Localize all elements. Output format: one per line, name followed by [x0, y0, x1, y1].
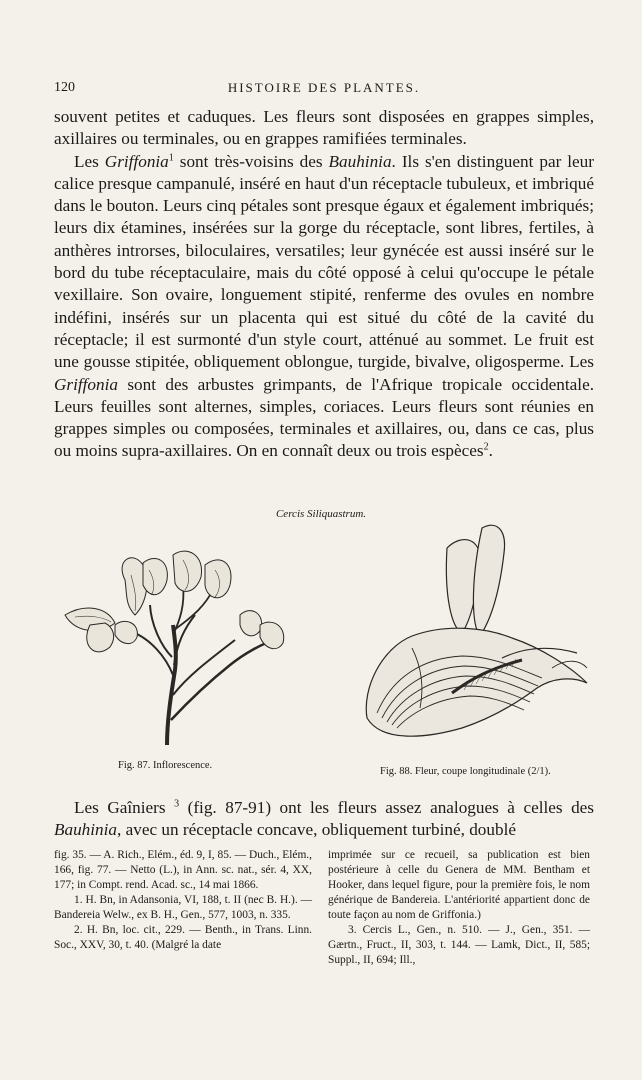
- paragraph-1: souvent petites et caduques. Les fleurs sont disposées en grappes simples, axillaires ou terminales, ou en grappes ramifiées terminales.: [54, 107, 594, 149]
- main-text-upper: [54, 106, 594, 463]
- footnote: 2. H. Bn, loc. cit., 229. — Benth., in Trans. Linn. Soc., XXV, 30, t. 40. (Malgré la date: [54, 924, 312, 951]
- paragraph-2: Les Griffonia$^1$ sont très-voisins des Bauhinia. Ils s'en distinguent par leur calice presque campanulé, inséré en haut d'un réceptacle tubuleux, et imbriqué dans le bouton. Leurs cinq pétales sont presque égaux et également imbriqués; leurs dix étamines, insérées sur la gorge du réceptacle, sont libres, fertiles, à anthères introrses, biloculaires, versatiles; leur gynécée est aussi inséré sur le bord du tube réceptaculaire, mais du côté opposé à celui qu'occupe le pétale vexillaire. Son ovaire, longuement stipité, renferme des ovules en nombre indéfini, insérés sur un placenta qui est situé du côté de la cavité du réceptacle; il est surmonté d'un style court, atténué au sommet. Le fruit est une gousse stipitée, obliquement oblongue, turgide, bivalve, oligosperme. Les Griffonia sont des arbustes grimpants, de l'Afrique tropicale occidentale. Leurs feuilles sont alternes, simples, coriaces. Leurs fleurs sont réunies en grappes simples ou composées, terminales et axillaires, ou, dans ce cas, plus ou moins supra-axillaires. On en connaît deux ou trois espèces$^2$.: [54, 151, 594, 461]
- fig88-caption: Fig. 88. Fleur, coupe longitudinale (2/1).: [380, 766, 551, 777]
- footnotes-right-column: [328, 848, 590, 968]
- genus-griffonia: Griffonia: [104, 151, 169, 171]
- footnote: 3. Cercis L., Gen., n. 510. — J., Gen., 351. — Gærtn., Fruct., II, 303, t. 144. — Lamk, Dict., II, 585; Suppl., II, 694; Ill.,: [328, 924, 590, 966]
- genus-bauhinia: Bauhinia: [328, 151, 392, 171]
- page-number: 120: [54, 80, 75, 95]
- fig87-caption: Fig. 87. Inflorescence.: [118, 760, 213, 771]
- inflorescence-illustration: [55, 545, 305, 755]
- figure-title: Cercis Siliquastrum.: [275, 508, 367, 520]
- footnote: fig. 35. — A. Rich., Elém., éd. 9, I, 85. — Duch., Elém., 166, fig. 77. — Netto (L.), in Ann. sc. nat., sér. 4, XX, 177; in Compt. rend. Acad. sc., 14 mai 1866.: [54, 849, 312, 891]
- footnote-ref-3: 3: [174, 798, 180, 810]
- page-header: [54, 80, 594, 98]
- genus-griffonia: Griffonia: [54, 374, 118, 394]
- footnote: imprimée sur ce recueil, sa publication est bien postérieure à celle du Genera de MM. Bentham et Hooker, dans lequel figure, pour la première fois, le nom générique de Bandereia. L'antériorité appartient donc de toute façon au nom de Griffonia.): [328, 849, 590, 921]
- main-text-lower: [54, 797, 594, 842]
- footnotes-left-column: [54, 848, 312, 953]
- footnote-ref-2: 2: [483, 441, 489, 453]
- paragraph-3: Les Gaîniers $^3$ (fig. 87-91) ont les fleurs assez analogues à celles des Bauhinia, avec un réceptacle concave, obliquement turbiné, doublé: [54, 798, 594, 840]
- genus-bauhinia: Bauhinia: [54, 820, 118, 840]
- footnote: 1. H. Bn, in Adansonia, VI, 188, t. II (nec B. H.). — Bandereia Welw., ex B. H., Gen., 577, 1003, n. 335.: [54, 894, 312, 921]
- flower-section-illustration: [352, 518, 592, 758]
- footnote-ref-1: 1: [168, 151, 174, 163]
- running-title: HISTOIRE DES PLANTES.: [227, 80, 421, 95]
